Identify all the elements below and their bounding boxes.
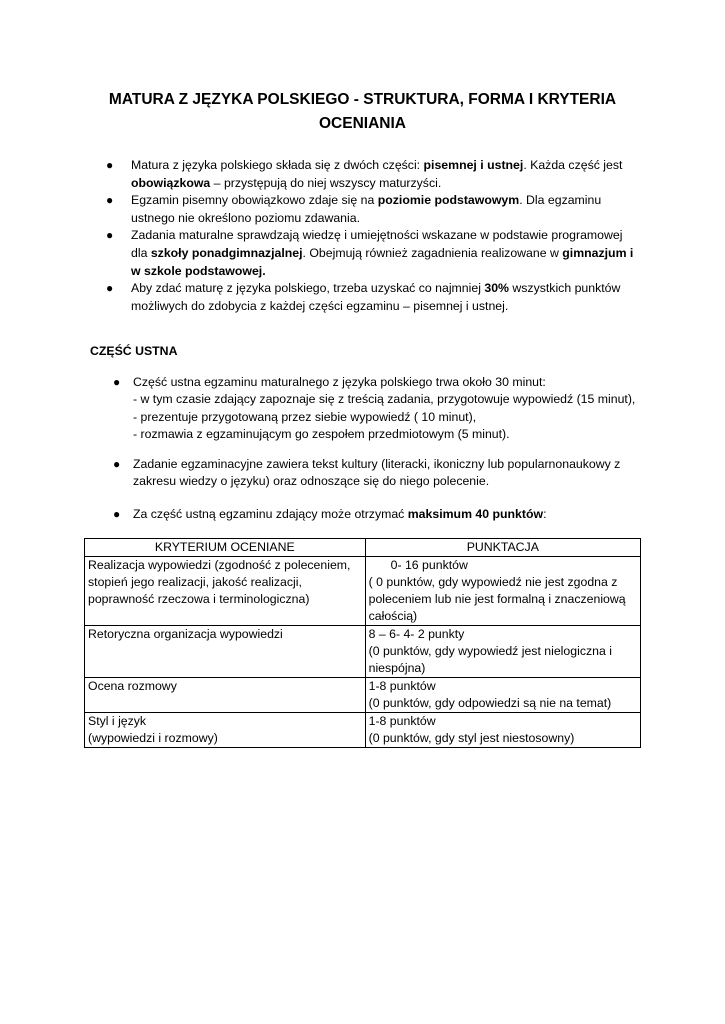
bullet-icon: ● bbox=[106, 281, 114, 296]
page-title-line-2: OCENIANIA bbox=[319, 115, 406, 132]
oral-duration-item bbox=[0, 374, 725, 443]
criterion-line: (wypowiedzi i rozmowy) bbox=[88, 731, 218, 745]
table-row bbox=[85, 626, 641, 678]
section-heading-oral: CZĘŚĆ USTNA bbox=[90, 344, 178, 358]
criterion-cell bbox=[85, 713, 366, 748]
intro-bullet-list bbox=[0, 157, 725, 315]
oral-duration-text: Część ustna egzaminu maturalnego z języka polskiego trwa około 30 minut: bbox=[133, 375, 546, 389]
oral-points-text: Za część ustną egzaminu zdający może otrzymać maksimum 40 punktów: bbox=[133, 507, 547, 521]
criteria-table bbox=[84, 538, 641, 748]
oral-duration-sublist bbox=[133, 391, 643, 443]
criterion-cell: Retoryczna organizacja wypowiedzi bbox=[85, 626, 366, 678]
bullet-icon: ● bbox=[113, 375, 121, 389]
points-value: 0- 16 punktów bbox=[390, 558, 468, 572]
points-value: 1-8 punktów bbox=[368, 714, 436, 728]
oral-task-item bbox=[0, 456, 725, 491]
page-title bbox=[80, 88, 645, 136]
list-item: ● Aby zdać maturę z języka polskiego, trzeba uzyskać co najmniej 30% wszystkich punktów możliwych do zdobycia z każdej części egzaminu – pisemnej i ustnej. bbox=[106, 281, 621, 313]
list-item: ● Egzamin pisemny obowiązkowo zdaje się na poziomie podstawowym. Dla egzaminu ustnego nie określono poziomu zdawania. bbox=[106, 193, 602, 225]
points-value: 8 – 6- 4- 2 punkty bbox=[368, 627, 465, 641]
points-cell bbox=[365, 626, 640, 678]
points-note: (0 punktów, gdy styl jest niestosowny) bbox=[368, 731, 575, 745]
bullet-icon: ● bbox=[113, 507, 121, 521]
table-row bbox=[85, 713, 641, 748]
points-cell bbox=[365, 678, 640, 713]
page-title-line-1: MATURA Z JĘZYKA POLSKIEGO - STRUKTURA, FORMA I KRYTERIA bbox=[108, 91, 617, 108]
criterion-cell: Ocena rozmowy bbox=[85, 678, 366, 713]
column-header-criterion: KRYTERIUM OCENIANE bbox=[85, 539, 366, 557]
points-note: (0 punktów, gdy wypowiedź jest nielogiczna i niespójna) bbox=[368, 644, 612, 675]
column-header-points: PUNKTACJA bbox=[365, 539, 640, 557]
bullet-icon: ● bbox=[106, 158, 114, 172]
criterion-line: Styl i język bbox=[88, 714, 147, 728]
list-item: ● Matura z języka polskiego składa się z dwóch części: pisemnej i ustnej. Każda część jest obowiązkowa – przystępują do niej wszyscy maturzyści. bbox=[106, 158, 623, 190]
oral-task-text: Zadanie egzaminacyjne zawiera tekst kultury (literacki, ikoniczny lub popularnonaukowy z zakresu wiedzy o języku) oraz odnoszące się do niego polecenie. bbox=[133, 457, 621, 489]
points-note: ( 0 punktów, gdy wypowiedź nie jest zgodna z poleceniem lub nie jest formalną i znaczeniową całością) bbox=[368, 575, 626, 623]
table-row bbox=[85, 678, 641, 713]
points-cell bbox=[365, 557, 640, 626]
table-header-row bbox=[85, 539, 641, 557]
oral-points-item bbox=[0, 506, 725, 523]
points-value: 1-8 punktów bbox=[368, 679, 436, 693]
bullet-icon: ● bbox=[113, 457, 121, 471]
points-note: (0 punktów, gdy odpowiedzi są nie na temat) bbox=[368, 696, 612, 710]
list-item: - rozmawia z egzaminującym go zespołem przedmiotowym (5 minut). bbox=[133, 426, 510, 441]
list-item: ● Zadania maturalne sprawdzają wiedzę i umiejętności wskazane w podstawie programowej dla szkoły ponadgimnazjalnej. Obejmują również zagadnienia realizowane w gimnazjum i w szkole podstawowej. bbox=[106, 228, 634, 278]
criterion-cell: Realizacja wypowiedzi (zgodność z poleceniem, stopień jego realizacji, jakość realizacji, poprawność rzeczowa i terminologiczna) bbox=[85, 557, 366, 626]
bullet-icon: ● bbox=[106, 193, 114, 208]
table-row bbox=[85, 557, 641, 626]
list-item: - w tym czasie zdający zapoznaje się z treścią zadania, przygotowuje wypowiedź (15 minut), bbox=[133, 392, 636, 407]
points-cell bbox=[365, 713, 640, 748]
bullet-icon: ● bbox=[106, 228, 114, 243]
list-item: - prezentuje przygotowaną przez siebie wypowiedź ( 10 minut), bbox=[133, 409, 477, 424]
